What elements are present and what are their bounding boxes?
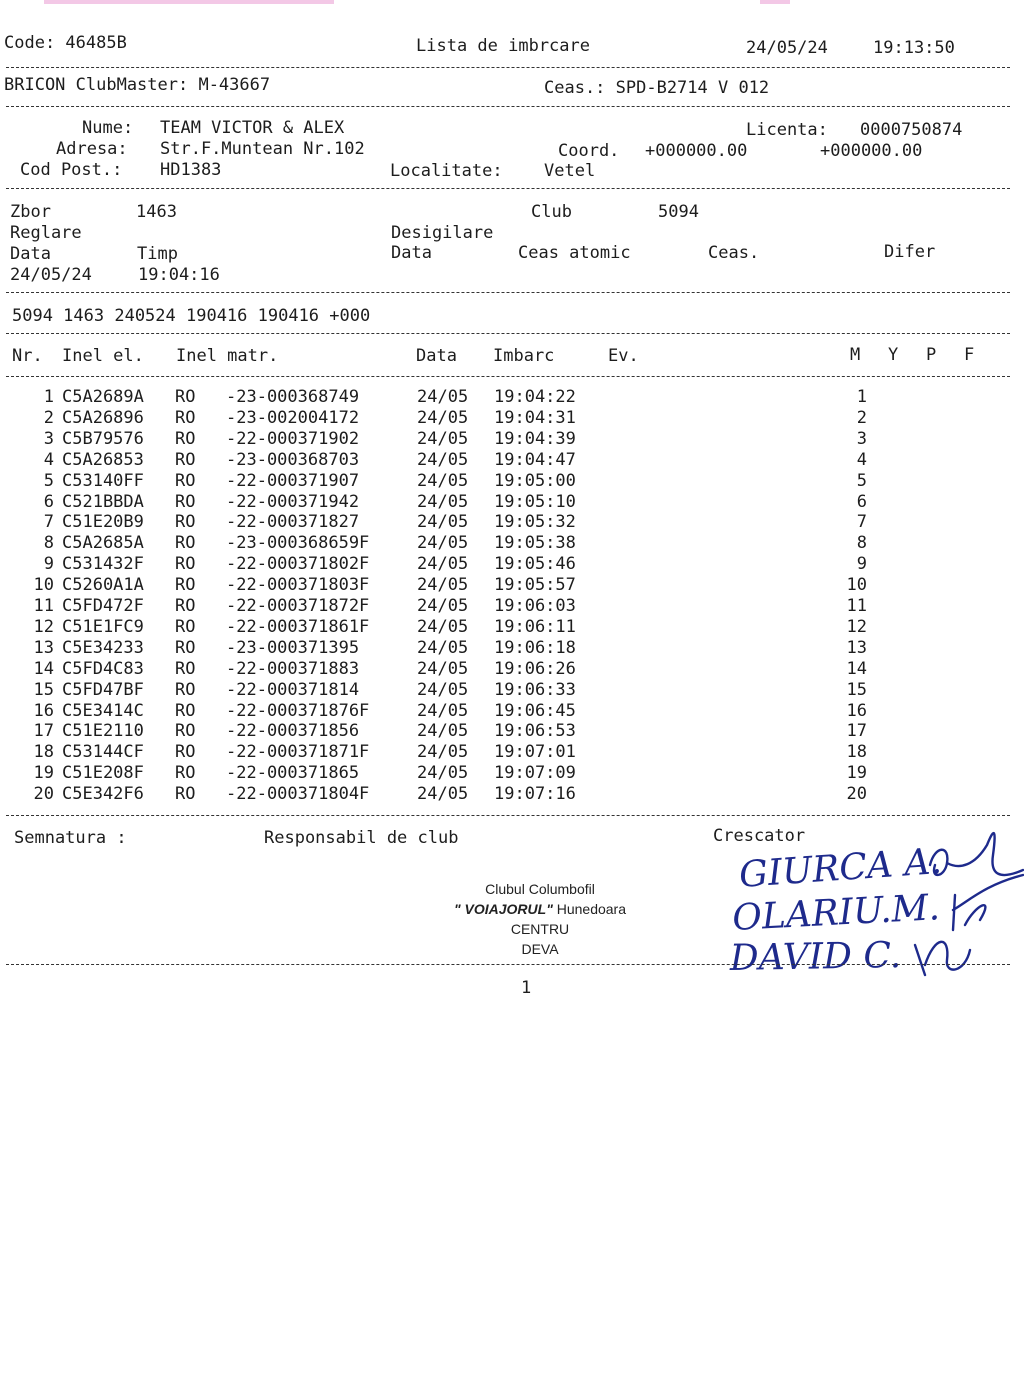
row-m: 8 (856, 533, 867, 554)
table-row (0, 617, 1024, 638)
row-nr: 5 (43, 470, 54, 491)
stamp-city: Hunedoara (556, 901, 627, 917)
row-country: RO (175, 449, 196, 470)
row-inel-matr: -23-000368703 (226, 449, 360, 470)
table-row (0, 387, 1024, 408)
table-row (0, 680, 1024, 701)
divider (6, 67, 1010, 68)
ceas: Ceas.: SPD-B2714 V 012 (544, 78, 770, 98)
row-inel-matr: -23-000368749 (226, 387, 360, 407)
divider (6, 188, 1010, 189)
row-nr: 2 (43, 407, 54, 428)
col-data: Data (416, 346, 457, 366)
row-m: 7 (856, 512, 867, 533)
desigilare-data-label: Data (391, 243, 432, 263)
stamp-quote-open: " (453, 901, 461, 917)
row-imbarc-time: 19:06:03 (494, 596, 576, 616)
col-y: Y (888, 345, 899, 365)
licenta-label: Licenta: (746, 120, 828, 140)
row-country: RO (175, 700, 196, 721)
reglare-date: 24/05/24 (10, 265, 92, 285)
row-nr: 10 (33, 575, 54, 596)
row-nr: 18 (33, 742, 54, 763)
row-inel-el: C5FD47BF (62, 679, 144, 700)
row-inel-matr: -23-002004172 (226, 407, 360, 428)
print-time: 19:13:50 (873, 38, 955, 58)
row-m: 17 (846, 721, 867, 742)
handwritten-signatures (725, 825, 1024, 985)
divider (6, 376, 1010, 377)
row-inel-el: C51E20B9 (62, 512, 144, 533)
ceas-label: Ceas. (708, 243, 760, 263)
row-m: 13 (846, 637, 867, 658)
row-imbarc-time: 19:05:32 (494, 512, 576, 533)
signature-name-2: OLARIU.M. (731, 887, 941, 939)
row-m: 9 (856, 554, 867, 575)
row-inel-el: C53140FF (62, 470, 144, 491)
divider (6, 964, 1010, 965)
row-m: 14 (846, 658, 867, 679)
row-imbarc-time: 19:04:31 (494, 407, 576, 428)
summary-line: 5094 1463 240524 190416 190416 +000 (12, 306, 371, 326)
table-row (0, 721, 1024, 742)
row-country: RO (175, 658, 196, 679)
table-row (0, 763, 1024, 784)
row-data: 24/05 (417, 658, 469, 679)
col-imbarc: Imbarc (493, 346, 555, 366)
codpost-value: HD1383 (160, 160, 222, 180)
table-row (0, 638, 1024, 659)
data-label: Data (10, 244, 51, 264)
clubmaster: BRICON ClubMaster: M-43667 (4, 75, 271, 95)
row-nr: 13 (33, 637, 54, 658)
reglare-time: 19:04:16 (138, 265, 220, 285)
row-nr: 15 (33, 679, 54, 700)
table-row (0, 659, 1024, 680)
row-inel-matr: -22-000371942 (226, 491, 360, 512)
row-nr: 1 (43, 387, 54, 407)
row-inel-el: C5FD472F (62, 596, 144, 616)
table-row (0, 471, 1024, 492)
row-imbarc-time: 19:07:01 (494, 742, 576, 763)
row-imbarc-time: 19:05:10 (494, 491, 576, 512)
divider (6, 106, 1010, 107)
table-row (0, 596, 1024, 617)
row-data: 24/05 (417, 533, 469, 554)
row-imbarc-time: 19:06:18 (494, 637, 576, 658)
row-country: RO (175, 721, 196, 742)
zbor-label: Zbor (10, 202, 51, 222)
table-row (0, 492, 1024, 513)
col-m: M (850, 345, 861, 365)
row-country: RO (175, 616, 196, 637)
row-imbarc-time: 19:07:09 (494, 763, 576, 784)
ceas-atomic-label: Ceas atomic (518, 243, 631, 263)
stamp-line-4: DEVA (521, 941, 559, 957)
signature-name-3: DAVID C. (729, 935, 902, 979)
row-inel-matr: -22-000371902 (226, 428, 360, 449)
row-data: 24/05 (417, 407, 469, 428)
row-imbarc-time: 19:06:33 (494, 679, 576, 700)
row-imbarc-time: 19:05:46 (494, 554, 576, 575)
row-data: 24/05 (417, 491, 469, 512)
row-imbarc-time: 19:04:22 (494, 387, 576, 407)
row-nr: 3 (43, 428, 54, 449)
row-data: 24/05 (417, 449, 469, 470)
club-label: Club (531, 202, 572, 222)
table-row (0, 701, 1024, 722)
row-inel-matr: -22-000371872F (226, 596, 370, 616)
table-row (0, 450, 1024, 471)
row-data: 24/05 (417, 512, 469, 533)
row-country: RO (175, 491, 196, 512)
row-imbarc-time: 19:05:00 (494, 470, 576, 491)
stamp-line-3: CENTRU (510, 921, 570, 937)
row-nr: 16 (33, 700, 54, 721)
row-data: 24/05 (417, 387, 469, 407)
row-m: 3 (856, 428, 867, 449)
divider (6, 292, 1010, 293)
signature-scribble-1 (930, 833, 1023, 875)
signature-scribble-2 (953, 875, 1023, 930)
localitate-value: Vetel (544, 161, 596, 181)
semnatura-label: Semnatura : (14, 828, 127, 848)
row-inel-matr: -23-000368659F (226, 533, 370, 554)
row-country: RO (175, 742, 196, 763)
row-m: 18 (846, 742, 867, 763)
row-inel-el: C5E3414C (62, 700, 144, 721)
stamp-club-name: VOIAJORUL (464, 901, 547, 917)
row-imbarc-time: 19:06:53 (494, 721, 576, 742)
table-row (0, 742, 1024, 763)
row-data: 24/05 (417, 763, 469, 784)
row-inel-matr: -22-000371883 (226, 658, 360, 679)
row-imbarc-time: 19:04:39 (494, 428, 576, 449)
row-inel-matr: -22-000371865 (226, 763, 360, 784)
row-nr: 20 (33, 784, 54, 805)
print-date: 24/05/24 (746, 38, 828, 58)
signature-scribble-3 (915, 942, 970, 975)
club-value: 5094 (658, 202, 699, 222)
row-data: 24/05 (417, 554, 469, 575)
row-country: RO (175, 428, 196, 449)
row-data: 24/05 (417, 428, 469, 449)
row-nr: 6 (43, 491, 54, 512)
row-imbarc-time: 19:07:16 (494, 784, 576, 805)
row-country: RO (175, 784, 196, 805)
row-inel-matr: -22-000371856 (226, 721, 360, 742)
table-row (0, 408, 1024, 429)
col-nr: Nr. (12, 346, 43, 366)
row-nr: 12 (33, 616, 54, 637)
row-inel-matr: -22-000371871F (226, 742, 370, 763)
row-inel-el: C531432F (62, 554, 144, 575)
row-inel-el: C51E208F (62, 763, 144, 784)
row-country: RO (175, 575, 196, 596)
row-inel-el: C5A2685A (62, 533, 144, 554)
row-nr: 8 (43, 533, 54, 554)
col-p: P (926, 345, 937, 365)
row-inel-el: C5E342F6 (62, 784, 144, 805)
responsabil-label: Responsabil de club (264, 828, 459, 848)
coord-label: Coord. (558, 141, 620, 161)
row-inel-el: C53144CF (62, 742, 144, 763)
row-country: RO (175, 407, 196, 428)
row-data: 24/05 (417, 616, 469, 637)
row-imbarc-time: 19:06:11 (494, 616, 576, 637)
table-row (0, 512, 1024, 533)
row-inel-matr: -22-000371861F (226, 616, 370, 637)
row-m: 10 (846, 575, 867, 596)
crescator-label: Crescator (713, 826, 806, 846)
row-imbarc-time: 19:05:38 (494, 533, 576, 554)
row-data: 24/05 (417, 637, 469, 658)
table-row (0, 533, 1024, 554)
row-nr: 14 (33, 658, 54, 679)
reglare-label: Reglare (10, 223, 82, 243)
row-inel-matr: -22-000371907 (226, 470, 360, 491)
nume-label: Nume: (82, 118, 134, 138)
table-row (0, 429, 1024, 450)
desigilare-label: Desigilare (391, 223, 494, 243)
row-country: RO (175, 387, 196, 407)
col-inel-el: Inel el. (62, 346, 144, 366)
row-imbarc-time: 19:06:45 (494, 700, 576, 721)
row-nr: 17 (33, 721, 54, 742)
row-m: 20 (846, 784, 867, 805)
row-data: 24/05 (417, 596, 469, 616)
row-inel-matr: -22-000371804F (226, 784, 370, 805)
row-data: 24/05 (417, 679, 469, 700)
row-inel-matr: -22-000371802F (226, 554, 370, 575)
row-inel-matr: -22-000371814 (226, 679, 360, 700)
row-m: 19 (846, 763, 867, 784)
row-inel-el: C5A2689A (62, 387, 144, 407)
row-data: 24/05 (417, 700, 469, 721)
divider (6, 815, 1010, 816)
row-country: RO (175, 763, 196, 784)
coord-value-1: +000000.00 (645, 141, 748, 161)
table-row (0, 784, 1024, 805)
top-edge-mark (44, 0, 334, 4)
row-m: 16 (846, 700, 867, 721)
row-nr: 7 (43, 512, 54, 533)
row-m: 11 (846, 596, 867, 616)
timp-label: Timp (137, 244, 178, 264)
row-inel-el: C5A26896 (62, 407, 144, 428)
row-inel-el: C521BBDA (62, 491, 144, 512)
row-m: 2 (856, 407, 867, 428)
row-nr: 19 (33, 763, 54, 784)
row-country: RO (175, 596, 196, 616)
row-country: RO (175, 470, 196, 491)
stamp-quote-close: " (546, 901, 553, 917)
row-nr: 4 (43, 449, 54, 470)
page-number: 1 (521, 978, 532, 998)
row-data: 24/05 (417, 721, 469, 742)
row-inel-el: C5B79576 (62, 428, 144, 449)
row-inel-el: C5A26853 (62, 449, 144, 470)
row-imbarc-time: 19:04:47 (494, 449, 576, 470)
row-m: 5 (856, 470, 867, 491)
signature-name-1: GIURCA A. (737, 840, 943, 896)
nume-value: TEAM VICTOR & ALEX (160, 118, 345, 138)
row-nr: 11 (33, 596, 54, 616)
row-inel-matr: -23-000371395 (226, 637, 360, 658)
top-edge-mark (760, 0, 790, 4)
zbor-value: 1463 (136, 202, 177, 222)
row-inel-matr: -22-000371803F (226, 575, 370, 596)
club-stamp (430, 879, 650, 959)
row-inel-matr: -22-000371876F (226, 700, 370, 721)
row-data: 24/05 (417, 784, 469, 805)
row-country: RO (175, 533, 196, 554)
divider (6, 333, 1010, 334)
row-country: RO (175, 679, 196, 700)
difer-label: Difer (884, 242, 936, 262)
row-inel-el: C5260A1A (62, 575, 144, 596)
adresa-label: Adresa: (56, 139, 128, 159)
row-m: 12 (846, 616, 867, 637)
row-nr: 9 (43, 554, 54, 575)
document-title: Lista de imbrcare (416, 36, 590, 56)
col-inel-matr: Inel matr. (176, 346, 279, 366)
row-imbarc-time: 19:06:26 (494, 658, 576, 679)
licenta-value: 0000750874 (860, 120, 963, 140)
row-inel-el: C5E34233 (62, 637, 144, 658)
row-inel-el: C5FD4C83 (62, 658, 144, 679)
row-data: 24/05 (417, 575, 469, 596)
row-country: RO (175, 637, 196, 658)
row-inel-el: C51E1FC9 (62, 616, 144, 637)
row-m: 4 (856, 449, 867, 470)
row-m: 6 (856, 491, 867, 512)
table-row (0, 575, 1024, 596)
row-country: RO (175, 512, 196, 533)
table-row (0, 554, 1024, 575)
coord-value-2: +000000.00 (820, 141, 923, 161)
localitate-label: Localitate: (390, 161, 503, 181)
row-imbarc-time: 19:05:57 (494, 575, 576, 596)
row-country: RO (175, 554, 196, 575)
col-f: F (964, 345, 975, 365)
row-inel-el: C51E2110 (62, 721, 144, 742)
row-data: 24/05 (417, 470, 469, 491)
codpost-label: Cod Post.: (20, 160, 123, 180)
adresa-value: Str.F.Muntean Nr.102 (160, 139, 365, 159)
code: Code: 46485B (4, 33, 127, 53)
col-ev: Ev. (608, 346, 639, 366)
row-inel-matr: -22-000371827 (226, 512, 360, 533)
row-m: 1 (856, 387, 867, 407)
row-data: 24/05 (417, 742, 469, 763)
stamp-line-2 (430, 899, 650, 919)
row-m: 15 (846, 679, 867, 700)
stamp-line-1: Clubul Columbofil (485, 881, 595, 897)
